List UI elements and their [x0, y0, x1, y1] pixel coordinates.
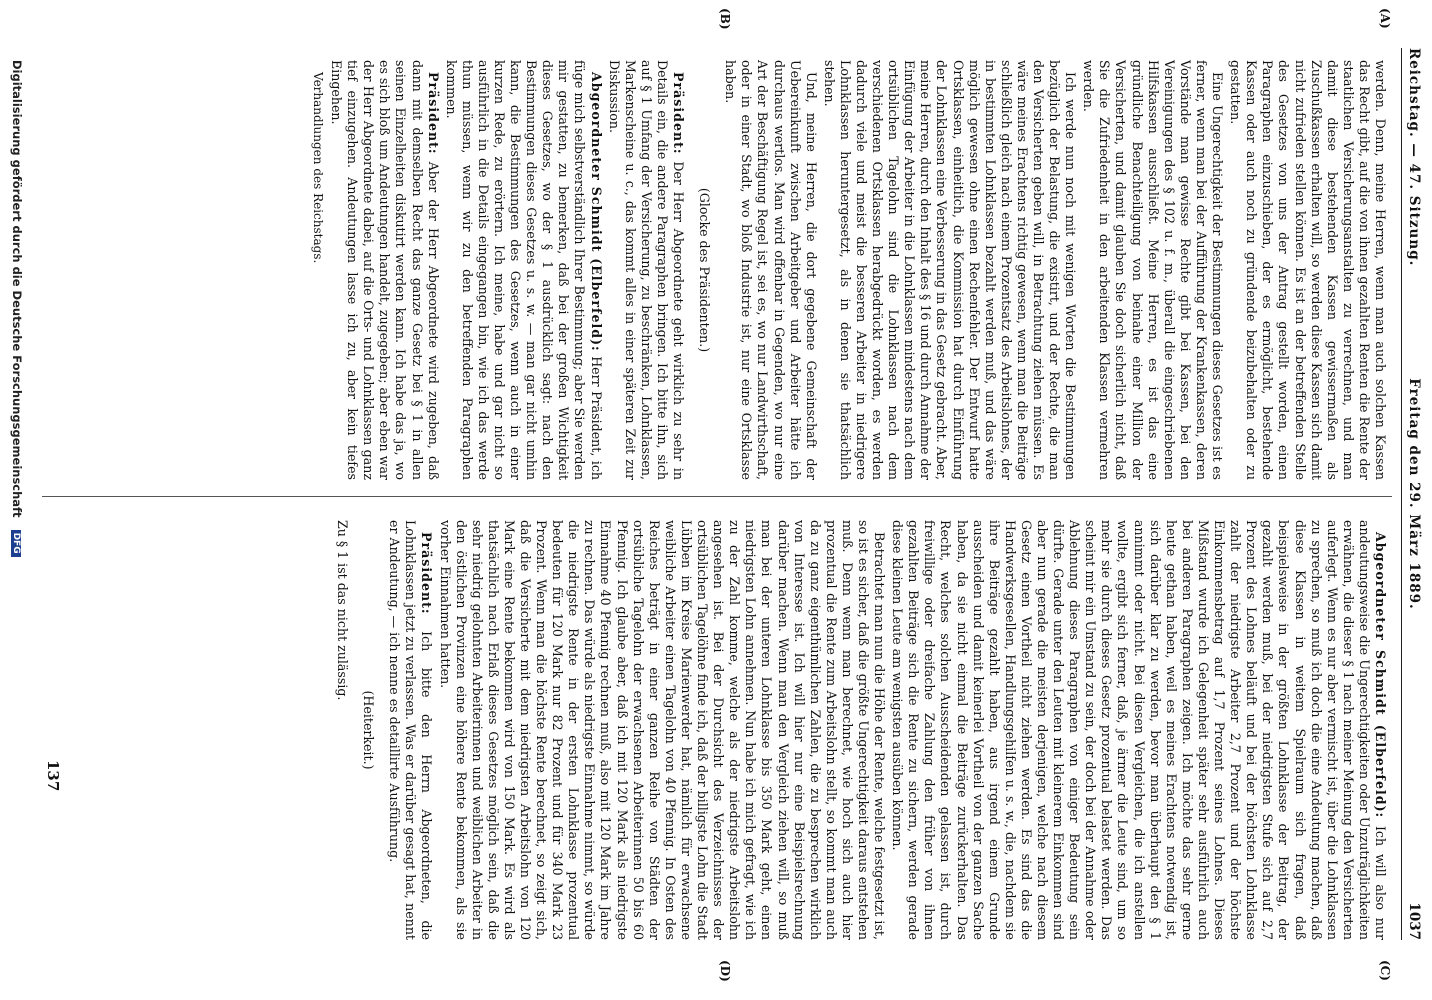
speech-text: Aber der Herr Abgeordnete wird zugeben, daß dann mit demselben Recht das ganze Gesetz bei § 1 in allen seinen Einzelheiten diskutirt werden kann. Ich habe das ja, wo es sich bloß um Andeutungen handelt, zugegeben; aber eben war der Herr Abgeordnete dabei, auf die Orts- und Lohnklassen ganz tief einzugehen. Andeutungen lasse ich zu, aber kein tiefes Eingehen.	[329, 60, 441, 480]
paragraph: Und, meine Herren, die dort gegebene Gemeinschaft der Uebereinkunft zwischen Arbeitgeber und Arbeiter hätte ich durchaus wertlos. Man wird offenbar in Gegenden, wo nur eine Art der Beschäftigung Regel ist, sei es, wo nur Landwirthschaft, oder in einer Stadt, wo bloß Industrie ist, nur eine Ortsklasse haben.	[723, 60, 819, 480]
speech	[889, 520, 1388, 940]
speech	[443, 60, 604, 480]
paragraph: Eine Ungerechtigkeit der Bestimmungen dieses Gesetzes ist es ferner, wenn man bei der Aufführung der Krankenkassen, deren Vorstände man gewisse Rechte gibt bei Kassen, bei den Vereinigungen des § 102 u. f. m., überall die eingeschriebenen Hilfskassen ausschließt. Meine Herren, es ist das eine gründliche Benachteiligung von beinahe einer Million der Versicherten, und damit glauben Sie doch sicherlich nicht, daß Sie die Zufriedenheit in den arbeitenden Klassen vermehren werden.	[1081, 60, 1226, 480]
digitization-note	[10, 60, 24, 940]
stage-direction: (Glocke des Präsidenten.)	[697, 187, 713, 353]
paragraph: Zu § 1 ist das nicht zulässig.	[335, 520, 351, 701]
speech	[606, 60, 686, 480]
digitization-text: Digitalisierung gefördert durch die Deutsche Forschungsgemeinschaft	[10, 60, 24, 518]
speech	[386, 520, 434, 940]
header-date: Freitag den 29. März 1889.	[1406, 378, 1422, 610]
column-divider	[42, 496, 1392, 497]
speech-text: Ich will also nur andeutungsweise die Ungerechtigkeiten oder Unzuträglichkeiten erwähnen, die dieser § 1 nach meiner Meinung den Versicherten auferlegt. Wenn es nur aber vermischt ist, über die Lohnklassen zu sprechen, so muß ich doch die eine Andeutung machen, daß diese Klassen in weitem Spielraum sich fragen, daß beispielsweise in der größten Lohnklasse der Beitrag, der gezahlt werden muß, bei der niedrigsten Stufe sich auf 2,7 Prozent des Lohnes beläuft und bei der höchsten Lohnklasse zahlt der niedrigste Arbeiter 2,7 Prozent und der höchste Einkommensbetrag auf 1,7 Prozent seines Lohnes. Dieses Mißstand wurde ich Gelegenheit später sehr ausführlich auch bei anderen Paragraphen zeigen. Ich möchte das sehr gerne heute gethan haben, weil es meines Erachtens notwendig ist, sich darüber klar zu werden, bevor man überhaupt den § 1 annimmt oder nicht. Bei diesen Vergleichen, die ich anstellen wollte, ergibt sich ferner, daß, je ärmer die Leute sind, um so mehr sie durch dieses Gesetz prozentual belastet werden. Das scheint mir ein Umstand zu sein, der doch bei der Annahme oder Ablehnung dieses Paragraphen von einiger Bedeutung sein dürfte. Gerade unter den Leuten mit kleinerem Einkommen sind aber nun gerade die meisten derjenigen, welche nach diesem Gesetz einen Vortheil nicht ziehen werden. Es sind das die Handwerksgesellen, Handlungsgehilfen u. s. w., die, nachdem sie ihre Beiträge gezahlt haben, aus irgend einem Grunde ausscheiden und damit keinerlei Vortheil von der ganzen Sache haben, da sie nicht einmal die Beiträge zurückerhalten. Das Recht, welches solchen Ausscheidenden gelassen ist, durch freiwillige oder dreifache Zahlung den früher von ihnen gezahlten Beiträge sich die Rente zu sichern, werden gerade diese kleinen Leute am wenigsten ausüben können.	[890, 520, 1388, 940]
paragraph: werden. Denn, meine Herren, wenn man auch solchen Kassen das Recht gibt, auf die von ihnen gezahlten Renten die Rente der staatlichen Versicherungsanstalten zu verrechnen, und man damit diese bestehenden Kassen gewissermaßen als Zuschußkassen erhalten will, so werden diese Kassen sich damit nicht zufrieden stellen können. Es ist an der betreffenden Stelle des Gesetzes von uns der Antrag gestellt worden, einen Paragraphen einzuschieben, der es ermöglicht, bestehende Kassen oder auch noch zu gründende beizubehalten oder zu gestatten.	[1228, 60, 1388, 480]
speaker-name: Abgeordneter Schmidt (Elberfeld):	[1373, 532, 1388, 819]
left-column	[308, 60, 1388, 480]
speaker-name: Abgeordneter Schmidt (Elberfeld):	[588, 72, 604, 352]
margin-mark-b: (B)	[718, 8, 732, 30]
page-header	[1400, 48, 1422, 940]
header-rule	[1401, 48, 1402, 940]
speaker-name: Präsident:	[671, 72, 687, 155]
header-left: Reichstag. — 47. Sitzung.	[1406, 48, 1422, 267]
margin-mark-c: (C)	[1378, 960, 1392, 981]
speech-text: Herr Präsident, ich füge mich selbstverständlich Ihrer Bestimmung; aber Sie werden mir gestatten, zu bemerken, daß bei der großen Wichtigkeit dieses Gesetzes, wo der § 1 ausdrücklich sagt: nach den Bestimmungen dieses Gesetzes u. s. w. — man gar nicht umhin kann, die Bestimmungen des Gesetzes, wenn auch in einer kurzen Rede, zu erörtern. Ich meine, habe und gar nicht so ausführlich in die Details eingegangen bin, wie ich das werde thun müssen, wenn wir zu den betreffenden Paragraphen kommen.	[443, 60, 604, 481]
speaker-name: Präsident:	[425, 72, 441, 155]
margin-mark-a: (A)	[1378, 8, 1392, 29]
right-column	[332, 520, 1388, 940]
speaker-name: Präsident:	[419, 532, 435, 615]
margin-mark-d: (D)	[718, 960, 732, 982]
speech	[328, 60, 441, 480]
dfg-logo: DFG	[12, 530, 22, 557]
page-number: 137	[44, 760, 62, 792]
stage-direction: (Heiterkeit.)	[361, 690, 377, 770]
paragraph: Betrachtet man nun die Höhe der Rente, welche festgesetzt ist, so ist es sicher, daß die größte Ungerechtigkeit daraus entstehen muß. Denn wenn man berechnet, wie hoch sich auch hier prozentual die Rente zum Arbeitslohn stellt, so kommt man auch da zu ganz eigenthümlichen Zahlen, die zu besprechen wirklich von Interesse ist. Ich will hier nur eine Beispielsrechnung darüber machen. Wenn man den Vergleich ziehen will, so muß man bei der unteren Lohnklasse bis 350 Mark geht, einen niedrigsten Lohn annehmen. Nun habe ich mich gefragt, wie ich zu der Zahl komme, welche als der niedrigste Arbeitslohn angesehen ist. Bei der Durchsicht des Verzeichnisses der ortsüblichen Tagelöhne finde ich, daß der billigste Lohn die Stadt Lübben im Kreise Marienwerder hat, nämlich für erwachsene weibliche Arbeiter einen Tagelohn von 40 Pfennig. In Osten des Reiches beträgt in einer ganzen Reihe von Städten der ortsübliche Tagelohn der erwachsenen Arbeiterinnen 50 bis 60 Pfennig. Ich glaube aber, daß ich mit 120 Mark als niedrigste Einnahme 40 Pfennig rechnen muß, also mit 120 Mark im Jahre zu rechnen. Das würde als niedrigste Einnahme nimmt, so würde die niedrigste Rente in der ersten Lohnklasse prozentual bedeuten für 120 Mark nur 82 Prozent und für 340 Mark 23 Prozent. Wenn man die höchste Rente berechnet, so zeigt sich, daß die Versicherte mit dem niedrigsten Arbeitslohn von 120 Mark eine Rente bekommen wird von 150 Mark. Es wird als thatsächlich nach Erlaß dieses Gesetzes möglich sein, daß die sehr niedrig gelohnten Arbeiterinnen und weiblichen Arbeiter in den östlichen Provinzen eine höhere Rente bekommen, als sie vorher Einnahmen hatten.	[437, 520, 888, 940]
column-footer: Verhandlungen des Reichstags.	[311, 72, 325, 264]
speech-text: Ich bitte den Herrn Abgeordneten, die Lohnklassen jetzt zu verlassen. Was er darüber gesagt hat, nennt er Andeutung, — ich nenne es detaillirte Ausführung.	[387, 520, 435, 940]
paragraph: Ich werde nun noch mit wenigen Worten die Bestimmungen bezüglich der Belastung, die existirt, und der Rechte, die man den Versicherten geben will, in Betrachtung ziehen müssen. Es wäre meines Erachtens richtig gewesen, wenn man die Beiträge schließlich gleich nach einem Prozentsatz des Arbeitslohnes, der in bestimmten Lohnklassen bezahlt werden muß, und das wäre möglich gewesen ohne einen Rechenfehler. Der Entwurf hatte Ortsklassen, einheitlich, die Kommission hat durch Einführung der Lohnklassen eine Verbesserung in das Gesetz gebracht. Aber, meine Herren, durch den Inhalt des § 16 und durch Annahme der Einfügung der Arbeiter in die Lohnklassen mindestens nach dem ortsüblichen Tagelohn sind die Lohnklassen nach dem verschiedenen Ortsklassen herabgedrückt worden, es werden dadurch viele und meist die besseren Arbeiter in niedrigere Lohnklassen heruntergesetzt, als in denen sie thatsächlich stehen.	[821, 60, 1079, 480]
speech-text: Der Herr Abgeordnete geht wirklich zu sehr in Details ein, die andere Paragraphen bringen. Ich bitte ihn, sich auf § 1 Umfang der Versicherung, zu beschränken, Lohnklassen, Markenscheine u. c., das kommt alles in einer späteren Zeit zur Diskussion.	[606, 60, 687, 480]
header-page-number: 1037	[1406, 902, 1422, 940]
